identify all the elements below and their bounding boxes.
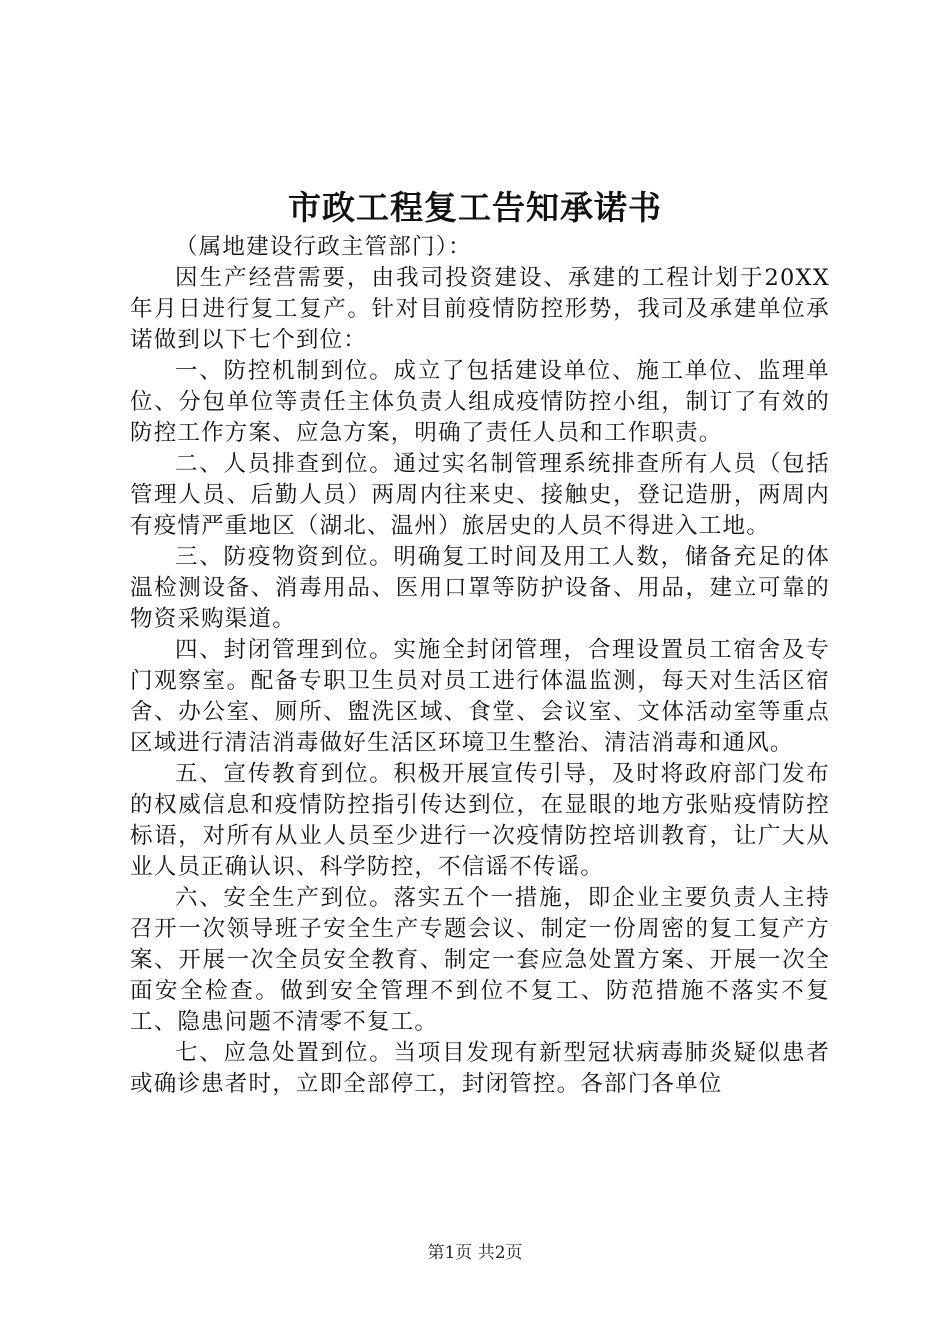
document-body <box>130 232 830 1100</box>
paragraph-item-2: 二、人员排查到位。通过实名制管理系统排查所有人员（包括管理人员、后勤人员）两周内往来史、接触史，登记造册，两周内有疫情严重地区（湖北、温州）旅居史的人员不得进入工地。 <box>130 451 830 539</box>
addressee-line: （属地建设行政主管部门）： <box>175 234 472 260</box>
paragraph-item-4: 四、封闭管理到位。实施全封闭管理，合理设置员工宿舍及专门观察室。配备专职卫生员对员工进行体温监测，每天对生活区宿舍、办公室、厕所、盥洗区域、食堂、会议室、文体活动室等重点区域进行清洁消毒做好生活区环境卫生整治、清洁消毒和通风。 <box>130 637 830 756</box>
paragraph-item-3: 三、防疫物资到位。明确复工时间及用工人数，储备充足的体温检测设备、消毒用品、医用口罩等防护设备、用品，建立可靠的物资采购渠道。 <box>130 544 830 632</box>
page-footer: 第1页 共2页 <box>427 1243 523 1263</box>
paragraph-intro: 因生产经营需要，由我司投资建设、承建的工程计划于20XX年月日进行复工复产。针对目前疫情防控形势，我司及承建单位承诺做到以下七个到位： <box>130 265 830 353</box>
document-title: 市政工程复工告知承诺书 <box>288 188 662 227</box>
paragraph-item-7: 七、应急处置到位。当项目发现有新型冠状病毒肺炎疑似患者或确诊患者时，立即全部停工，封闭管控。各部门各单位 <box>130 1040 830 1097</box>
paragraph-item-1: 一、防控机制到位。成立了包括建设单位、施工单位、监理单位、分包单位等责任主体负责人组成疫情防控小组，制订了有效的防控工作方案、应急方案，明确了责任人员和工作职责。 <box>130 358 830 446</box>
paragraph-item-5: 五、宣传教育到位。积极开展宣传引导，及时将政府部门发布的权威信息和疫情防控指引传达到位，在显眼的地方张贴疫情防控标语，对所有从业人员至少进行一次疫情防控培训教育，让广大从业人员正确认识、科学防控，不信谣不传谣。 <box>130 761 830 880</box>
paragraph-item-6: 六、安全生产到位。落实五个一措施，即企业主要负责人主持召开一次领导班子安全生产专题会议、制定一份周密的复工复产方案、开展一次全员安全教育、制定一套应急处置方案、开展一次全面安全检查。做到安全管理不到位不复工、防范措施不落实不复工、隐患问题不清零不复工。 <box>130 885 830 1035</box>
